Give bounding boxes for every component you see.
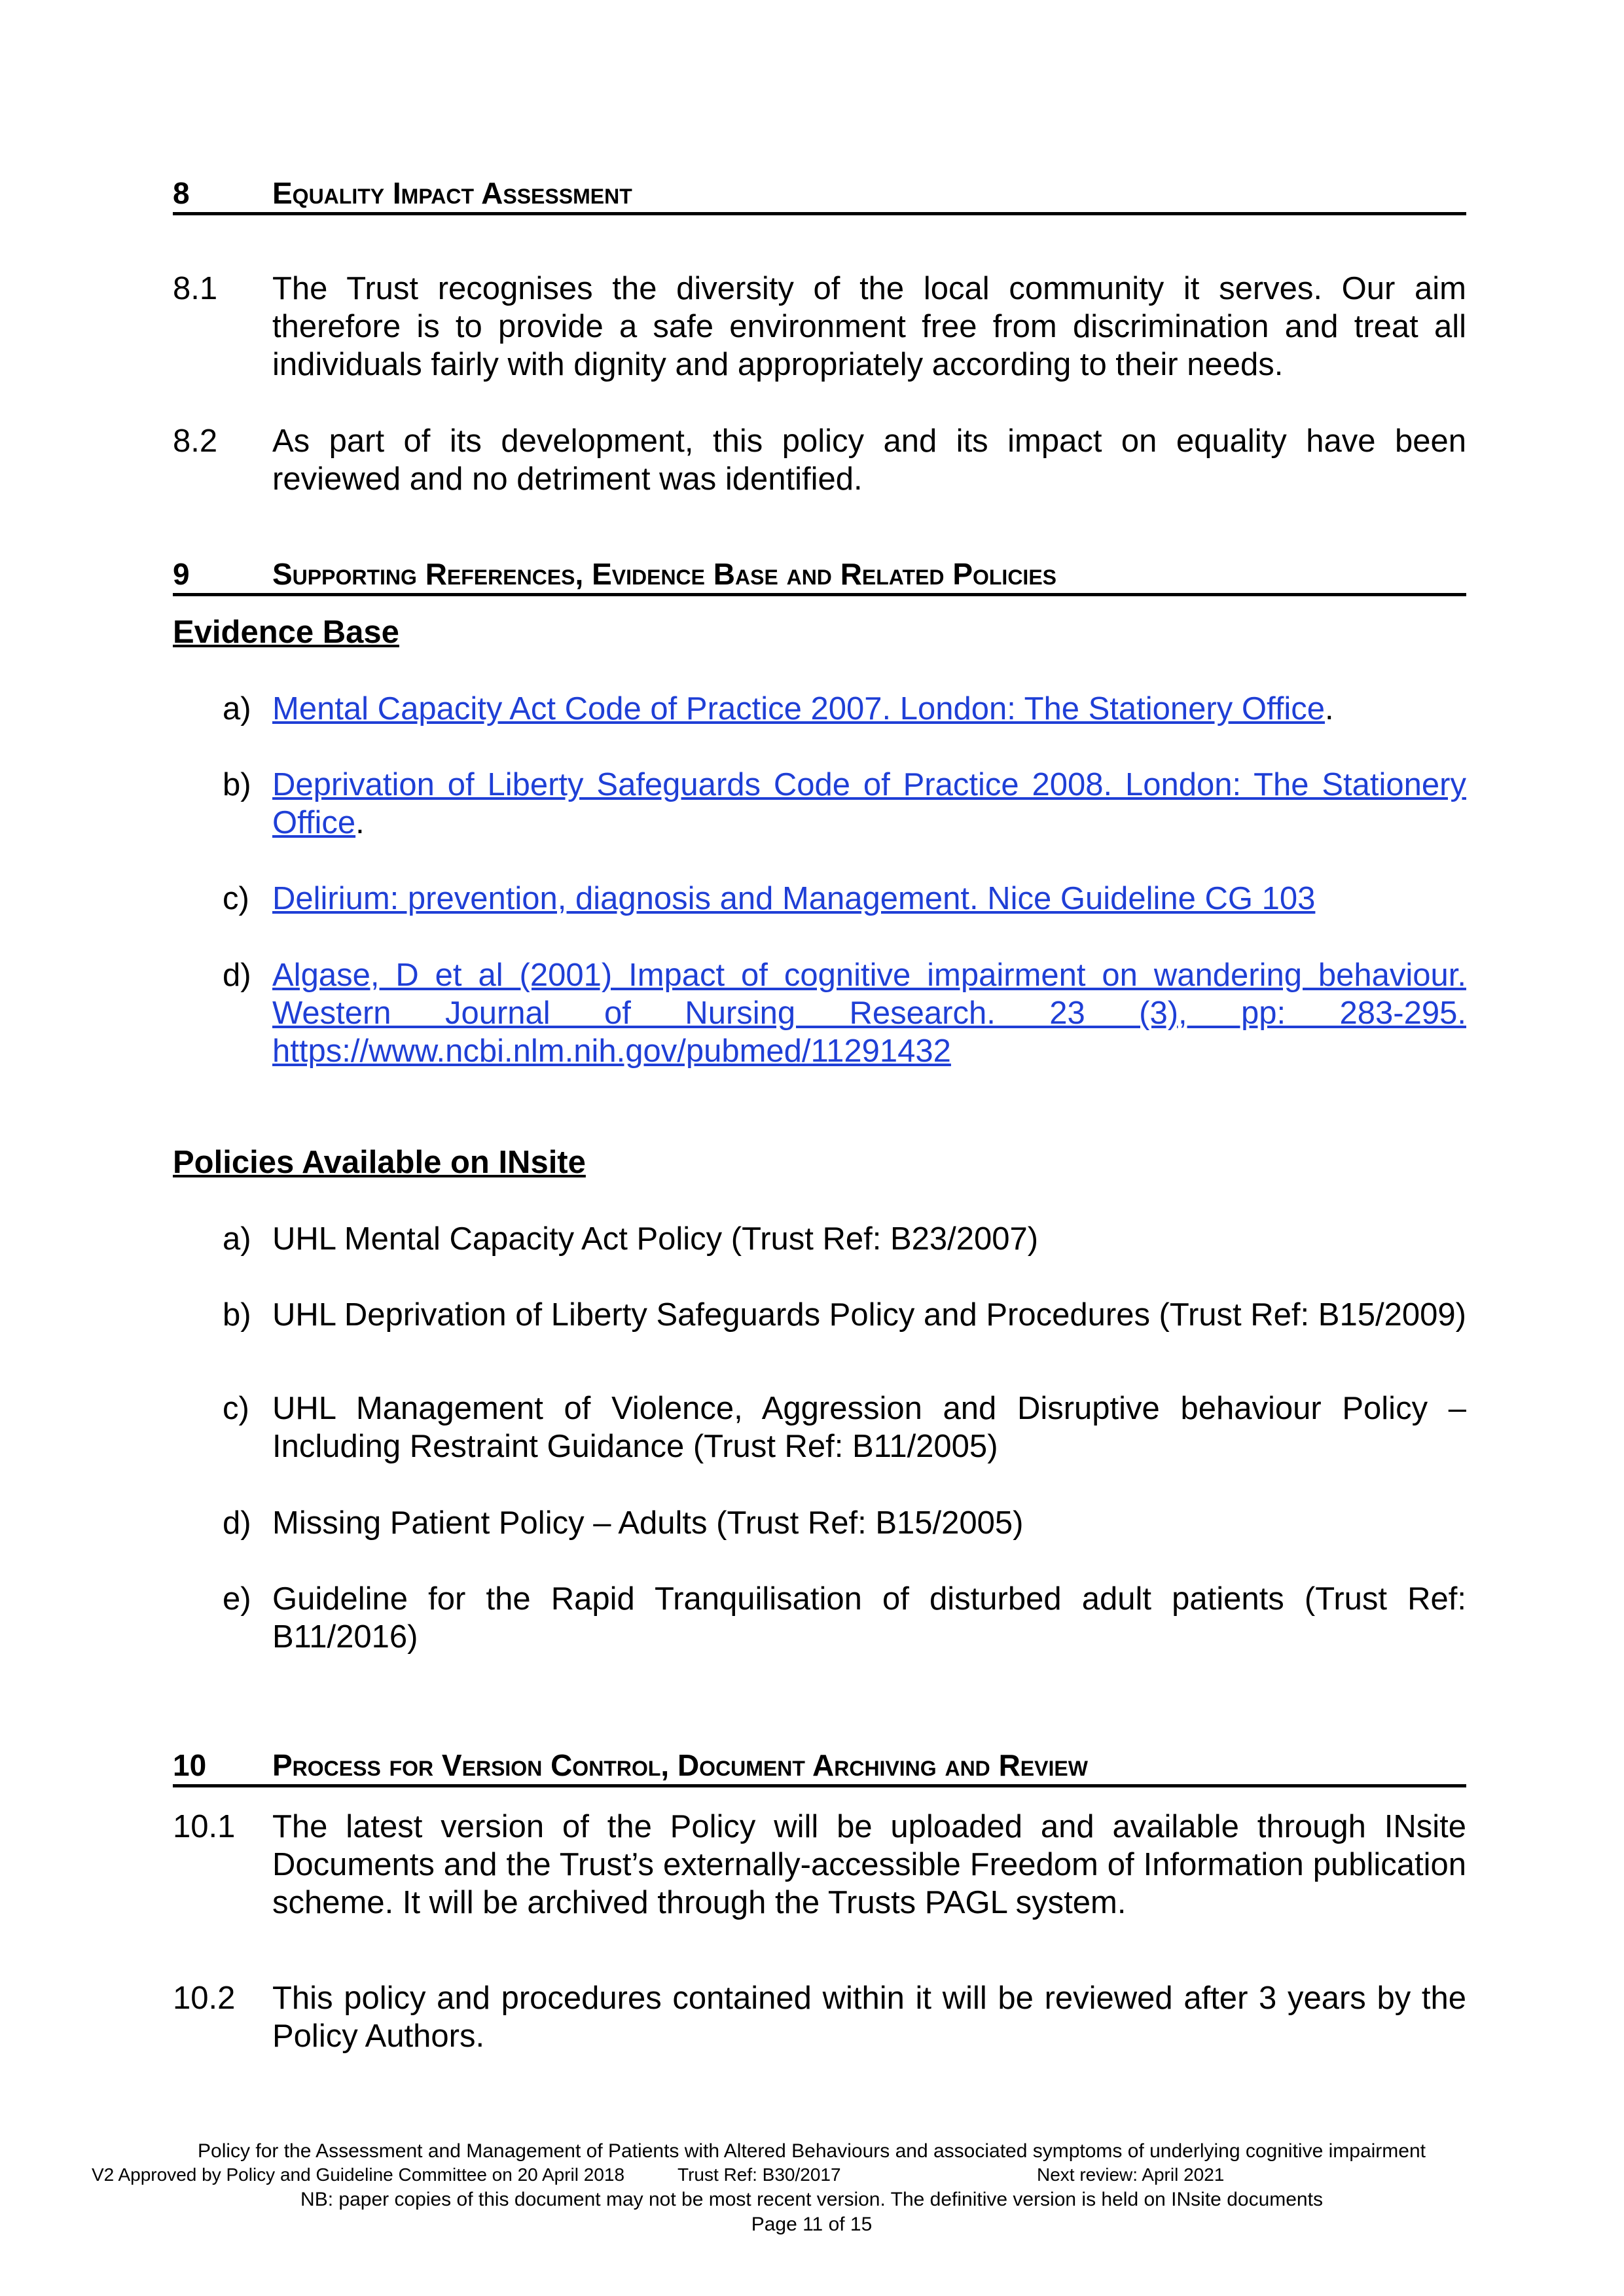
section-title: Supporting References, Evidence Base and Related Policies [272, 557, 1057, 591]
item-label: b) [223, 1297, 251, 1333]
item-text: UHL Management of Violence, Aggression and Disruptive behaviour Policy – Including Restraint Guidance (Trust Ref: B11/2005) [272, 1391, 1466, 1464]
item-label: a) [223, 691, 251, 726]
paragraph-number: 10.1 [173, 1809, 236, 1844]
paragraph-text: The latest version of the Policy will be uploaded and available through INsite Documents and the Trust’s externally-accessible Freedom of Information publication scheme. It will be archived through the Trusts PAGL system. [272, 1809, 1466, 1920]
section-10-heading [173, 1742, 1466, 1787]
footer-disclaimer: NB: paper copies of this document may not be most recent version. The definitive version is held on INsite documents [300, 2189, 1323, 2210]
paragraph-text: This policy and procedures contained within it will be reviewed after 3 years by the Policy Authors. [272, 1981, 1466, 2054]
item-text [272, 956, 1466, 1070]
footer-trust-ref: Trust Ref: B30/2017 [677, 2164, 841, 2185]
item-label: b) [223, 767, 251, 802]
section-title: Process for Version Control, Document Archiving and Review [272, 1748, 1088, 1782]
item-text [272, 690, 1466, 728]
item-label: c) [223, 1391, 249, 1426]
item-text: UHL Mental Capacity Act Policy (Trust Ref: B23/2007) [272, 1221, 1039, 1257]
item-text: UHL Deprivation of Liberty Safeguards Policy and Procedures (Trust Ref: B15/2009) [272, 1297, 1466, 1333]
item-text: Guideline for the Rapid Tranquilisation of disturbed adult patients (Trust Ref: B11/2016) [272, 1581, 1466, 1655]
footer-approval: V2 Approved by Policy and Guideline Committee on 20 April 2018 [92, 2164, 625, 2185]
item-text [272, 880, 1466, 918]
item-text [272, 766, 1466, 842]
section-number: 10 [173, 1748, 207, 1782]
item-label: d) [223, 1505, 251, 1541]
footer-next-review: Next review: April 2021 [1037, 2164, 1225, 2185]
paragraph-number: 10.2 [173, 1981, 236, 2016]
section-8-heading [173, 170, 1466, 215]
paragraph-text: As part of its development, this policy and its impact on equality have been reviewed and no detriment was identified. [272, 423, 1466, 497]
paragraph-number: 8.2 [173, 423, 218, 459]
section-9-heading [173, 551, 1466, 596]
section-title: Equality Impact Assessment [272, 176, 632, 210]
link-suffix: . [1324, 691, 1334, 726]
item-label: a) [223, 1221, 251, 1257]
page-number: Page 11 of 15 [751, 2214, 873, 2235]
reference-link[interactable]: Delirium: prevention, diagnosis and Management. Nice Guideline CG 103 [272, 881, 1316, 916]
link-suffix: . [355, 805, 365, 840]
item-label: c) [223, 881, 249, 916]
section-number: 8 [173, 176, 190, 210]
item-label: e) [223, 1581, 251, 1617]
reference-link[interactable]: Algase, D et al (2001) Impact of cognitive impairment on wandering behaviour. Western Journal of Nursing Research. 23 (3), pp: 283-295. https://www.ncbi.nlm.nih.gov/pubmed/11291432 [272, 958, 1466, 1069]
policies-heading: Policies Available on INsite [173, 1145, 586, 1180]
reference-link[interactable]: Deprivation of Liberty Safeguards Code of Practice 2008. London: The Stationery Office [272, 767, 1466, 840]
reference-link[interactable]: Mental Capacity Act Code of Practice 2007. London: The Stationery Office [272, 691, 1325, 726]
item-text: Missing Patient Policy – Adults (Trust Ref: B15/2005) [272, 1505, 1024, 1541]
evidence-base-heading: Evidence Base [173, 615, 399, 650]
paragraph-text: The Trust recognises the diversity of the local community it serves. Our aim therefore is to provide a safe environment free from discrimination and treat all individuals fairly with dignity and appropriately according to their needs. [272, 271, 1466, 382]
section-number: 9 [173, 557, 190, 591]
footer-title: Policy for the Assessment and Management of Patients with Altered Behaviours and associated symptoms of underlying cognitive impairment [198, 2140, 1426, 2162]
paragraph-number: 8.1 [173, 271, 218, 306]
item-label: d) [223, 958, 251, 993]
